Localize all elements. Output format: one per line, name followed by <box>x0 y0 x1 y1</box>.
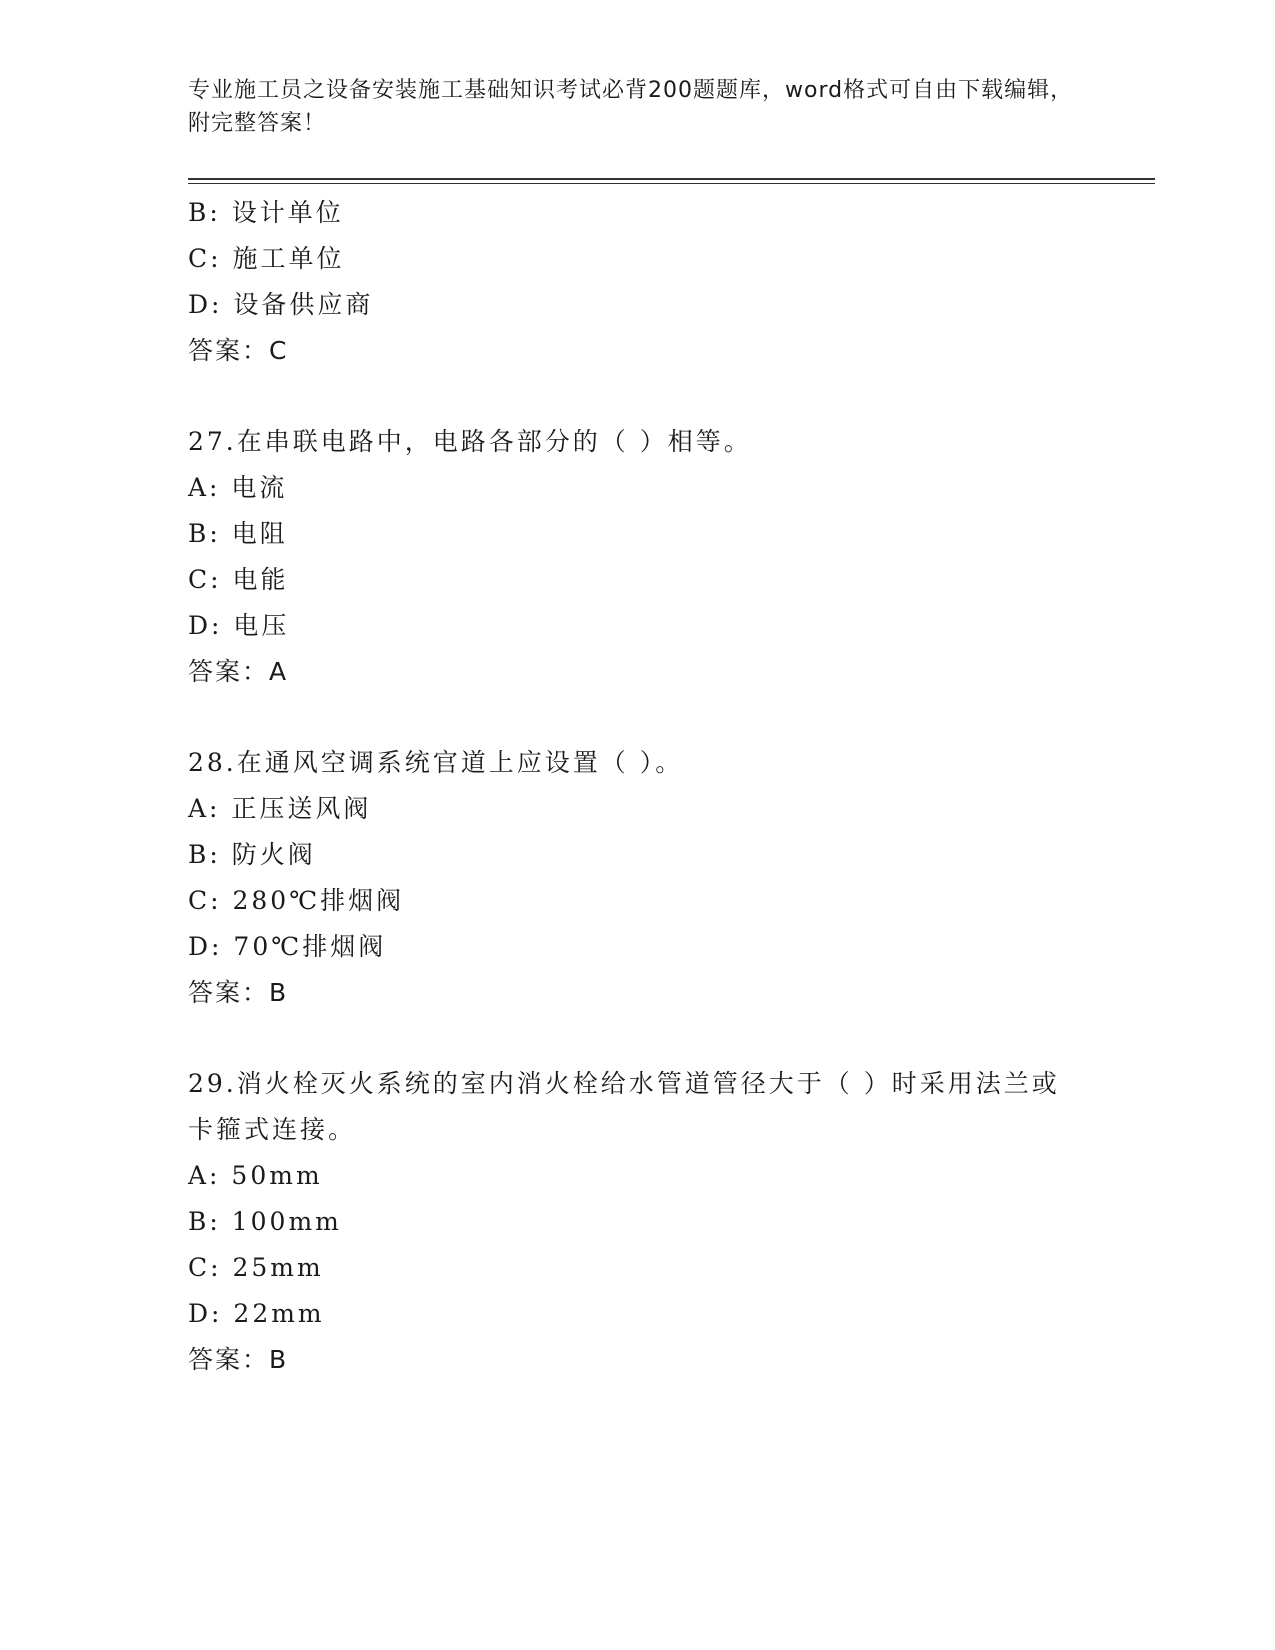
option-b: B: 防火阀 <box>188 840 316 869</box>
option-b: B: 电阻 <box>188 519 288 548</box>
answer-line: 答案：A <box>188 657 289 686</box>
option-d: D: 设备供应商 <box>188 290 374 319</box>
option-d: D: 22mm <box>188 1299 325 1328</box>
answer-line: 答案：B <box>188 1345 289 1374</box>
page-header: 专业施工员之设备安装施工基础知识考试必背200题题库，word格式可自由下载编辑，附完整答案！ <box>188 78 1074 136</box>
answer-line: 答案：B <box>188 978 289 1007</box>
option-c: C: 电能 <box>188 565 289 594</box>
question-stem: 27.在串联电路中，电路各部分的（ ）相等。 <box>188 427 752 456</box>
option-a: A: 正压送风阀 <box>188 794 372 823</box>
spacer <box>188 1016 1088 1061</box>
question-block-27 <box>188 419 1088 695</box>
option-b: B: 设计单位 <box>188 198 344 227</box>
header-divider-thick <box>188 178 1155 180</box>
option-a: A: 50mm <box>188 1161 323 1190</box>
spacer <box>188 374 1088 419</box>
option-b: B: 100mm <box>188 1207 342 1236</box>
question-stem: 29.消火栓灭火系统的室内消火栓给水管道管径大于（ ）时采用法兰或卡箍式连接。 <box>188 1069 1060 1144</box>
option-a: A: 电流 <box>188 473 288 502</box>
question-block-28 <box>188 740 1088 1016</box>
spacer <box>188 695 1088 740</box>
option-d: D: 电压 <box>188 611 290 640</box>
option-d: D: 70℃排烟阀 <box>188 932 387 961</box>
header-divider-thin <box>188 183 1155 184</box>
question-stem: 28.在通风空调系统官道上应设置（ ）。 <box>188 748 684 777</box>
question-content <box>188 190 1088 1383</box>
option-c: C: 施工单位 <box>188 244 345 273</box>
question-block-prev <box>188 190 1088 374</box>
option-c: C: 25mm <box>188 1253 324 1282</box>
option-c: C: 280℃排烟阀 <box>188 886 405 915</box>
question-block-29 <box>188 1061 1088 1383</box>
answer-line: 答案：C <box>188 336 289 365</box>
